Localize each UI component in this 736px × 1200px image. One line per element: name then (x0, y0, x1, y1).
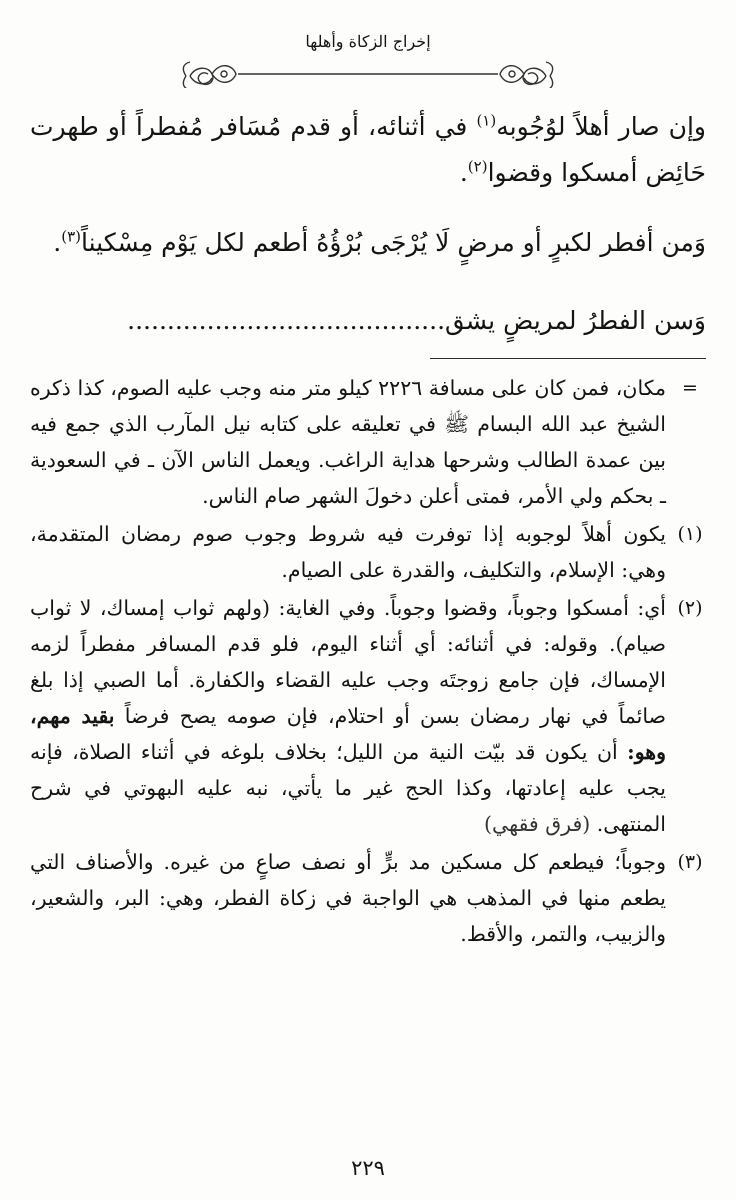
footnote-ref-2[interactable]: (٢) (467, 157, 488, 176)
footnote-ref-3[interactable]: (٣) (61, 227, 82, 246)
main-text: وإن صار أهلاً لوُجُوبه (496, 112, 706, 141)
main-paragraph-3 (30, 298, 706, 344)
footnote-text: مكان، فمن كان على مسافة ٢٢٢٦ كيلو متر منه وجب عليه الصوم، كذا ذكره الشيخ عبد الله البسام ﷺ في تعليقه على كتابه نيل المآرب الذي جمع فيه بين عمدة الطالب وشرحها هداية الراغب. ويعمل الناس الآن ـ في السعودية ـ بحكم ولي الأمر، فمتى أعلن دخولَ الشهر صام الناس. (30, 376, 666, 508)
continuation-dots: ........................................ (127, 306, 446, 335)
footnote-bold-text: بقيد مهم، وهو: (30, 704, 666, 764)
main-text-end: . (459, 158, 468, 187)
main-text: في أثنائه، أو قدم مُسَافر مُفطراً أو طهرت حَائِض أمسكوا وقضوا (30, 112, 706, 187)
footnote-text-part: أي: أمسكوا وجوباً، وقضوا وجوباً. وفي الغاية: (ولهم ثواب إمساك، لا ثواب صيام). وقوله: في أثنائه: أي أثناء اليوم، فلو قدم المسافر مفطراً لزمه الإمساك، فإن جامع زوجتَه وجب عليه القضاء والكفارة. أما الصبي إذا بلغ صائماً في نهار رمضان بسن أو احتلام، فإن صومه يصح فرضاً (30, 596, 666, 728)
footnote-text: يكون أهلاً لوجوبه إذا توفرت فيه شروط وجوب صوم رمضان المتقدمة، وهي: الإسلام، والتكليف، والقدرة على الصيام. (30, 522, 666, 582)
footnote-text (30, 590, 666, 842)
footnote-ref-1[interactable]: (١) (476, 111, 497, 130)
footnote-2 (30, 590, 714, 842)
footnote-number: (٣) (677, 851, 703, 873)
footnote-continuation (30, 370, 714, 514)
page-number: ٢٢٩ (351, 1156, 385, 1180)
main-text-end: . (53, 228, 62, 257)
footnote-separator (430, 358, 706, 359)
main-text: وَسن الفطرُ لمريضٍ يشق (445, 306, 706, 335)
main-paragraph-1 (30, 104, 706, 196)
footnote-number: (٢) (677, 597, 703, 619)
main-paragraph-2 (30, 220, 706, 266)
footnote-number: = (682, 377, 698, 399)
footnote-3 (30, 844, 714, 952)
main-text: وَمن أفطر لكبرٍ أو مرضٍ لَا يُرْجَى بُرْؤُهُ أطعم لكل يَوْم مِسْكيناً (81, 228, 706, 257)
footnote-number: (١) (677, 523, 703, 545)
footnotes-section (30, 370, 714, 954)
header-title: إخراج الزكاة وأهلها (305, 32, 431, 51)
footnote-text-part: أن يكون قد بيّت النية من الليل؛ بخلاف بلوغه في أثناء الصلاة، فإنه يجب عليه إعادتها، وكذا الحج غير ما يأتي، نبه عليه البهوتي في شرح المنتهى. (30, 740, 666, 836)
footnote-text: وجوباً؛ فيطعم كل مسكين مد برٍّ أو نصف صاعٍ من غيره. والأصناف التي يطعم منها في المذهب هي الواجبة في زكاة الفطر، وهي: البر، والشعير، والزبيب، والتمر، والأقط. (30, 850, 666, 946)
footnote-tag: (فرق فقهي) (484, 812, 591, 836)
footnote-1 (30, 516, 714, 588)
running-header (0, 28, 736, 88)
